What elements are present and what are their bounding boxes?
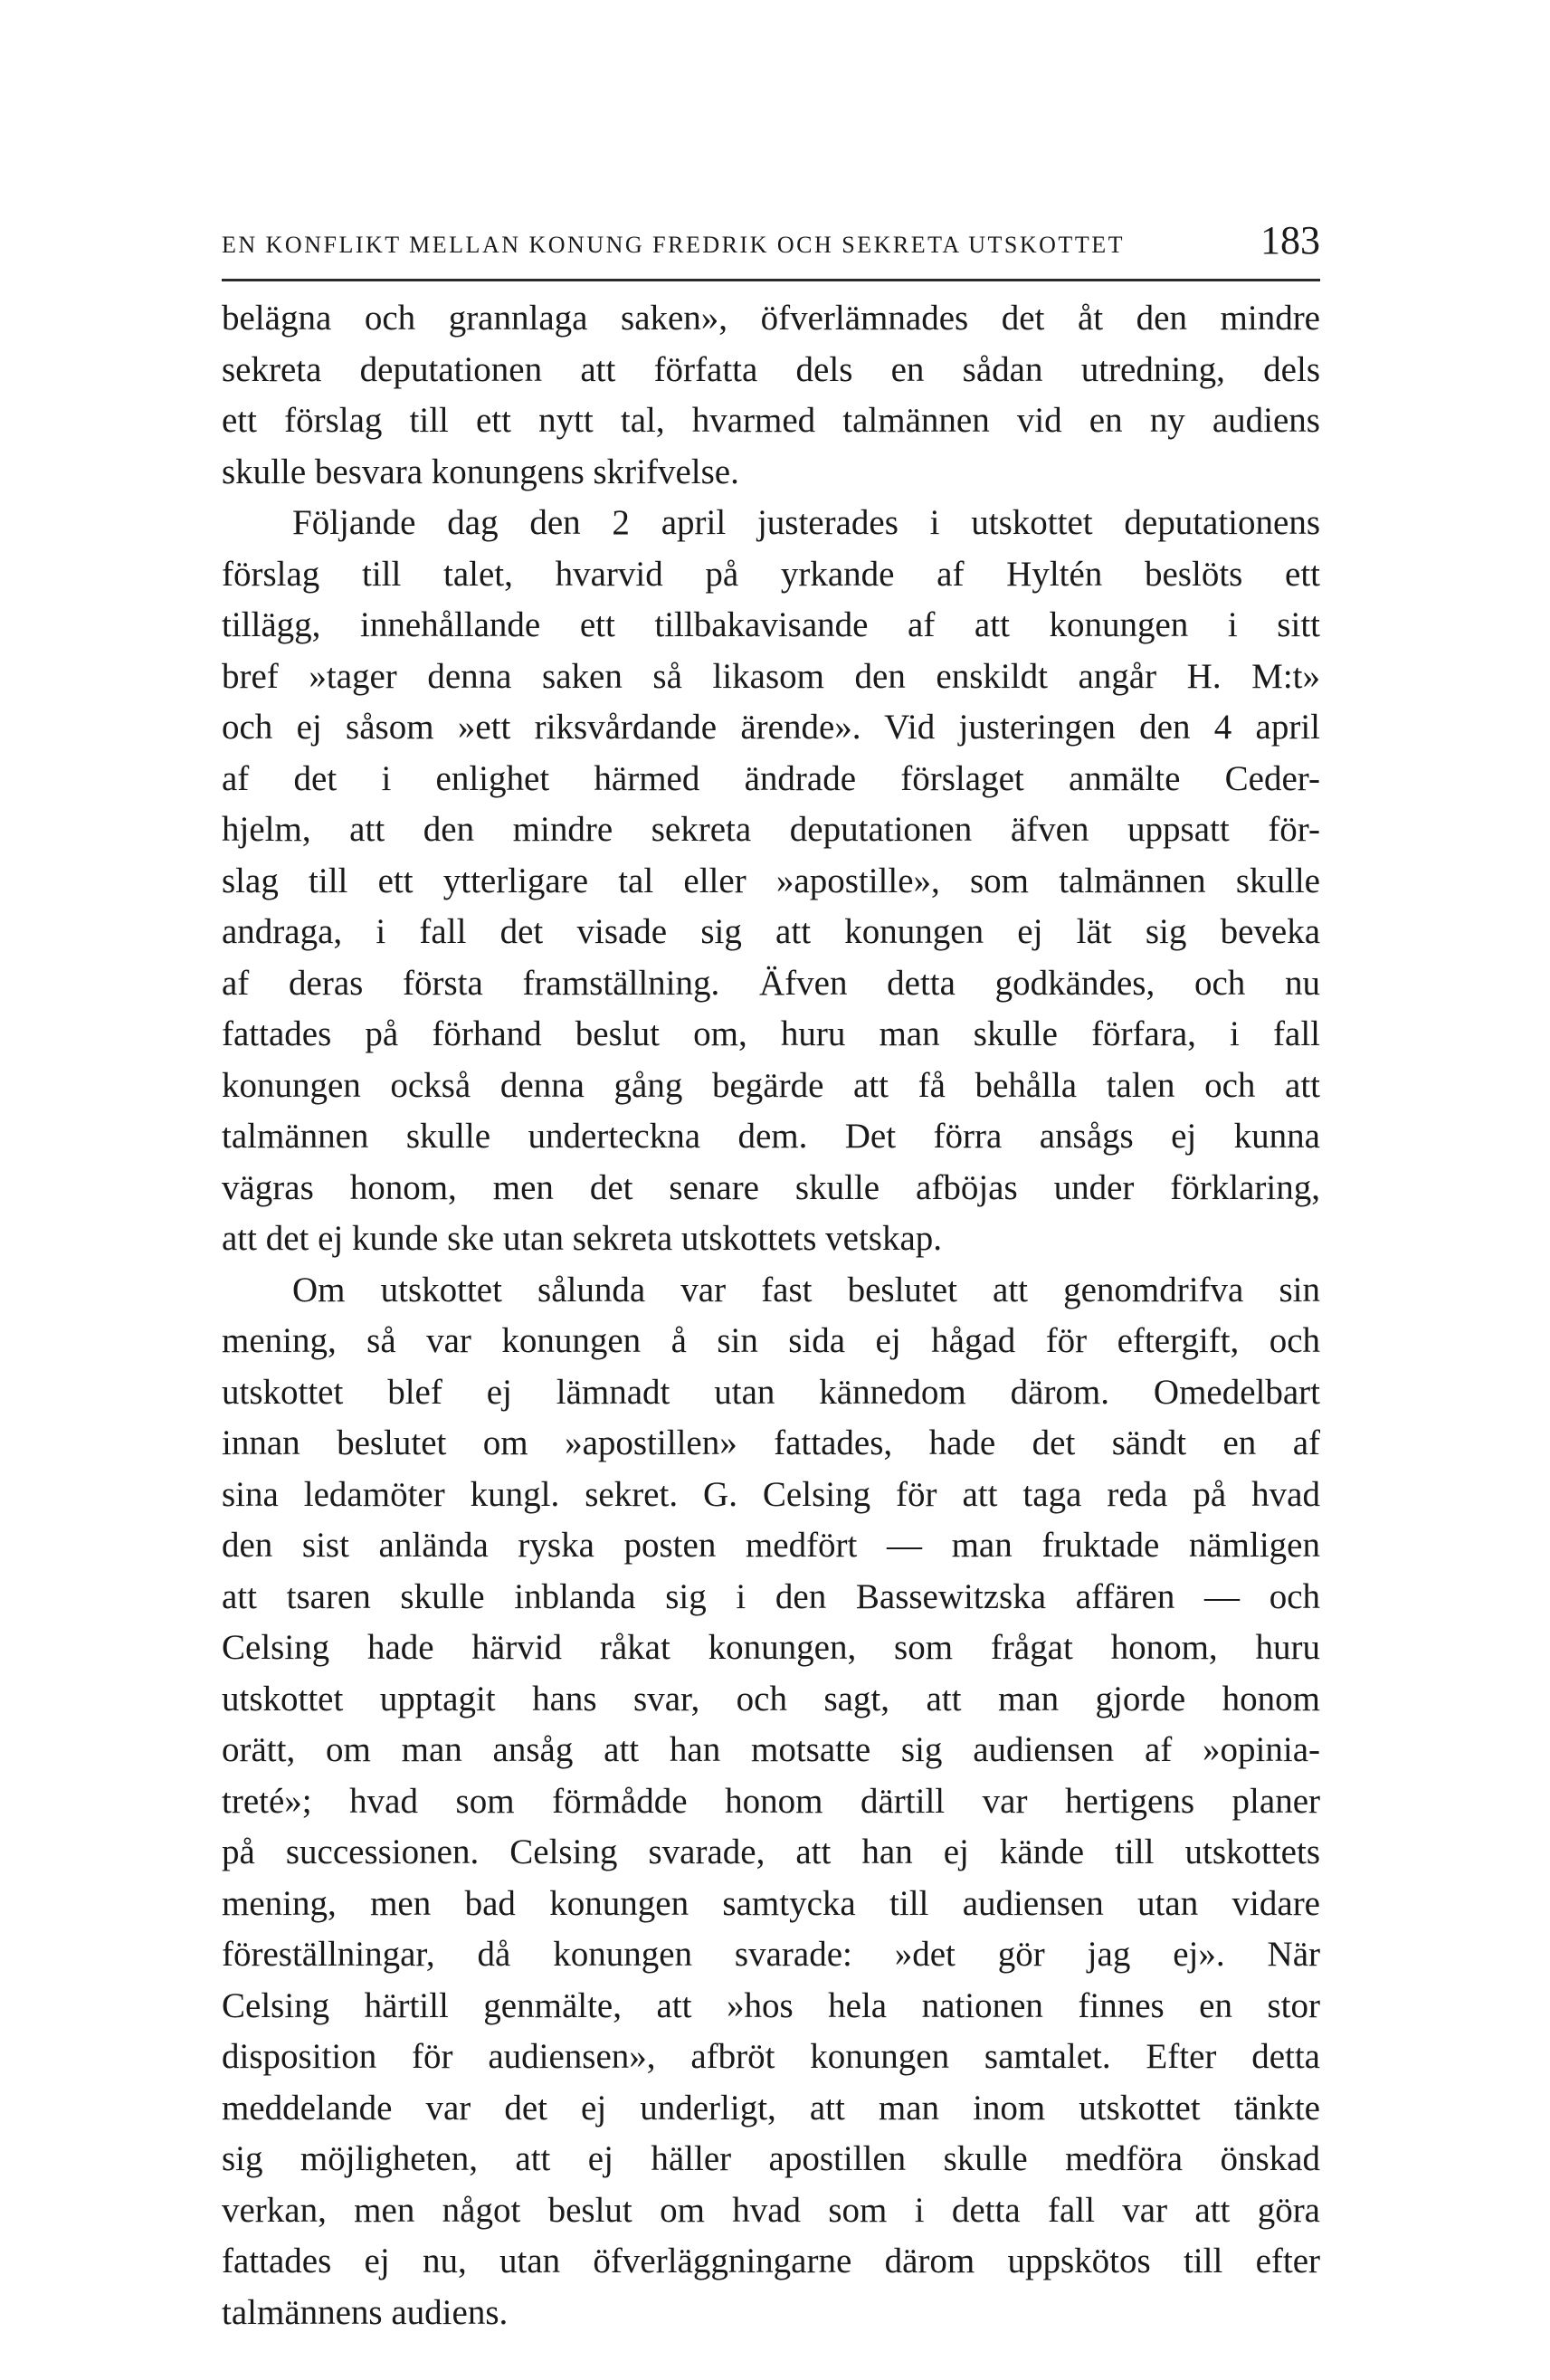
text-line: mening, så var konungen å sin sida ej hågad för eftergift, och [222,1321,1320,1360]
paragraph [222,293,1320,498]
text-line: treté»; hvad som förmådde honom därtill var hertigens planer [222,1781,1320,1821]
text-line: föreställningar, då konungen svarade: »det gör jag ej». När [222,1935,1320,1974]
text-line: Celsing härtill genmälte, att »hos hela nationen finnes en stor [222,1985,1320,2025]
text-line: fattades ej nu, utan öfverläggningarne därom uppskötos till efter [222,2242,1320,2280]
text-line: af deras första framställning. Äfven detta godkändes, och nu [222,963,1320,1003]
text-line: att det ej kunde ske utan sekreta utskottets vetskap. [222,1219,943,1258]
text-line: disposition för audiensen», afbröt konungen samtalet. Efter detta [222,2037,1320,2076]
text-line: tillägg, innehållande ett tillbakavisande af att konungen i sitt [222,605,1320,644]
text-line: bref »tager denna saken så likasom den enskildt angår H. M:t» [222,656,1320,696]
text-line: utskottet blef ej lämnadt utan kännedom därom. Omedelbart [222,1372,1320,1412]
text-line: af det i enlighet härmed ändrade förslaget anmälte Ceder- [222,758,1320,798]
text-line: skulle besvara konungens skrifvelse. [222,452,739,491]
text-line: förslag till talet, hvarvid på yrkande af Hyltén beslöts ett [222,554,1320,594]
text-line: utskottet upptagit hans svar, och sagt, att man gjorde honom [222,1679,1320,1718]
text-line: Följande dag den 2 april justerades i utskottet deputationens [292,503,1320,542]
text-line: meddelande var det ej underligt, att man inom utskottet tänkte [222,2088,1320,2128]
text-line: talmännens audiens. [222,2292,509,2332]
text-line: den sist anlända ryska posten medfört — man fruktade nämligen [222,1526,1320,1565]
paragraph [222,1265,1320,2339]
text-line: orätt, om man ansåg att han motsatte sig audiensen af »opinia- [222,1730,1320,1769]
text-line: att tsaren skulle inblanda sig i den Bassewitzska affären — och [222,1576,1320,1616]
paragraph [222,498,1320,1265]
text-line: hjelm, att den mindre sekreta deputationen äfven uppsatt för- [222,810,1320,849]
text-line: och ej såsom »ett riksvårdande ärende». Vid justeringen den 4 april [222,708,1320,747]
text-line: på successionen. Celsing svarade, att han ej kände till utskottets [222,1833,1320,1871]
text-line: sina ledamöter kungl. sekret. G. Celsing för att taga reda på hvad [222,1474,1320,1514]
text-line: ett förslag till ett nytt tal, hvarmed talmännen vid en ny audiens [222,401,1320,440]
text-line: sekreta deputationen att författa dels en sådan utredning, dels [222,349,1320,389]
running-head: EN KONFLIKT MELLAN KONUNG FREDRIK OCH SEKRETA UTSKOTTET [222,232,1125,258]
text-line: fattades på förhand beslut om, huru man skulle förfara, i fall [222,1014,1320,1053]
text-line: innan beslutet om »apostillen» fattades, hade det sändt en af [222,1423,1320,1462]
text-line: vägras honom, men det senare skulle afböjas under förklaring, [222,1167,1320,1207]
text-line: talmännen skulle underteckna dem. Det förra ansågs ej kunna [222,1117,1320,1156]
text-line: mening, men bad konungen samtycka till audiensen utan vidare [222,1883,1320,1923]
text-line: verkan, men något beslut om hvad som i detta fall var att göra [222,2190,1320,2230]
text-line: Celsing hade härvid råkat konungen, som frågat honom, huru [222,1628,1320,1667]
body-text [222,293,1320,2338]
text-line: andraga, i fall det visade sig att konungen ej lät sig beveka [222,912,1320,951]
page-header [222,218,1320,281]
text-line: konungen också denna gång begärde att få behålla talen och att [222,1065,1320,1105]
text-line: sig möjligheten, att ej häller apostillen skulle medföra önskad [222,2139,1320,2178]
text-line: belägna och grannlaga saken», öfverlämnades det åt den mindre [222,299,1320,338]
text-line: Om utskottet sålunda var fast beslutet att genomdrifva sin [292,1270,1320,1309]
page-number: 183 [1260,218,1320,262]
text-line: slag till ett ytterligare tal eller »apostille», som talmännen skulle [222,861,1320,900]
